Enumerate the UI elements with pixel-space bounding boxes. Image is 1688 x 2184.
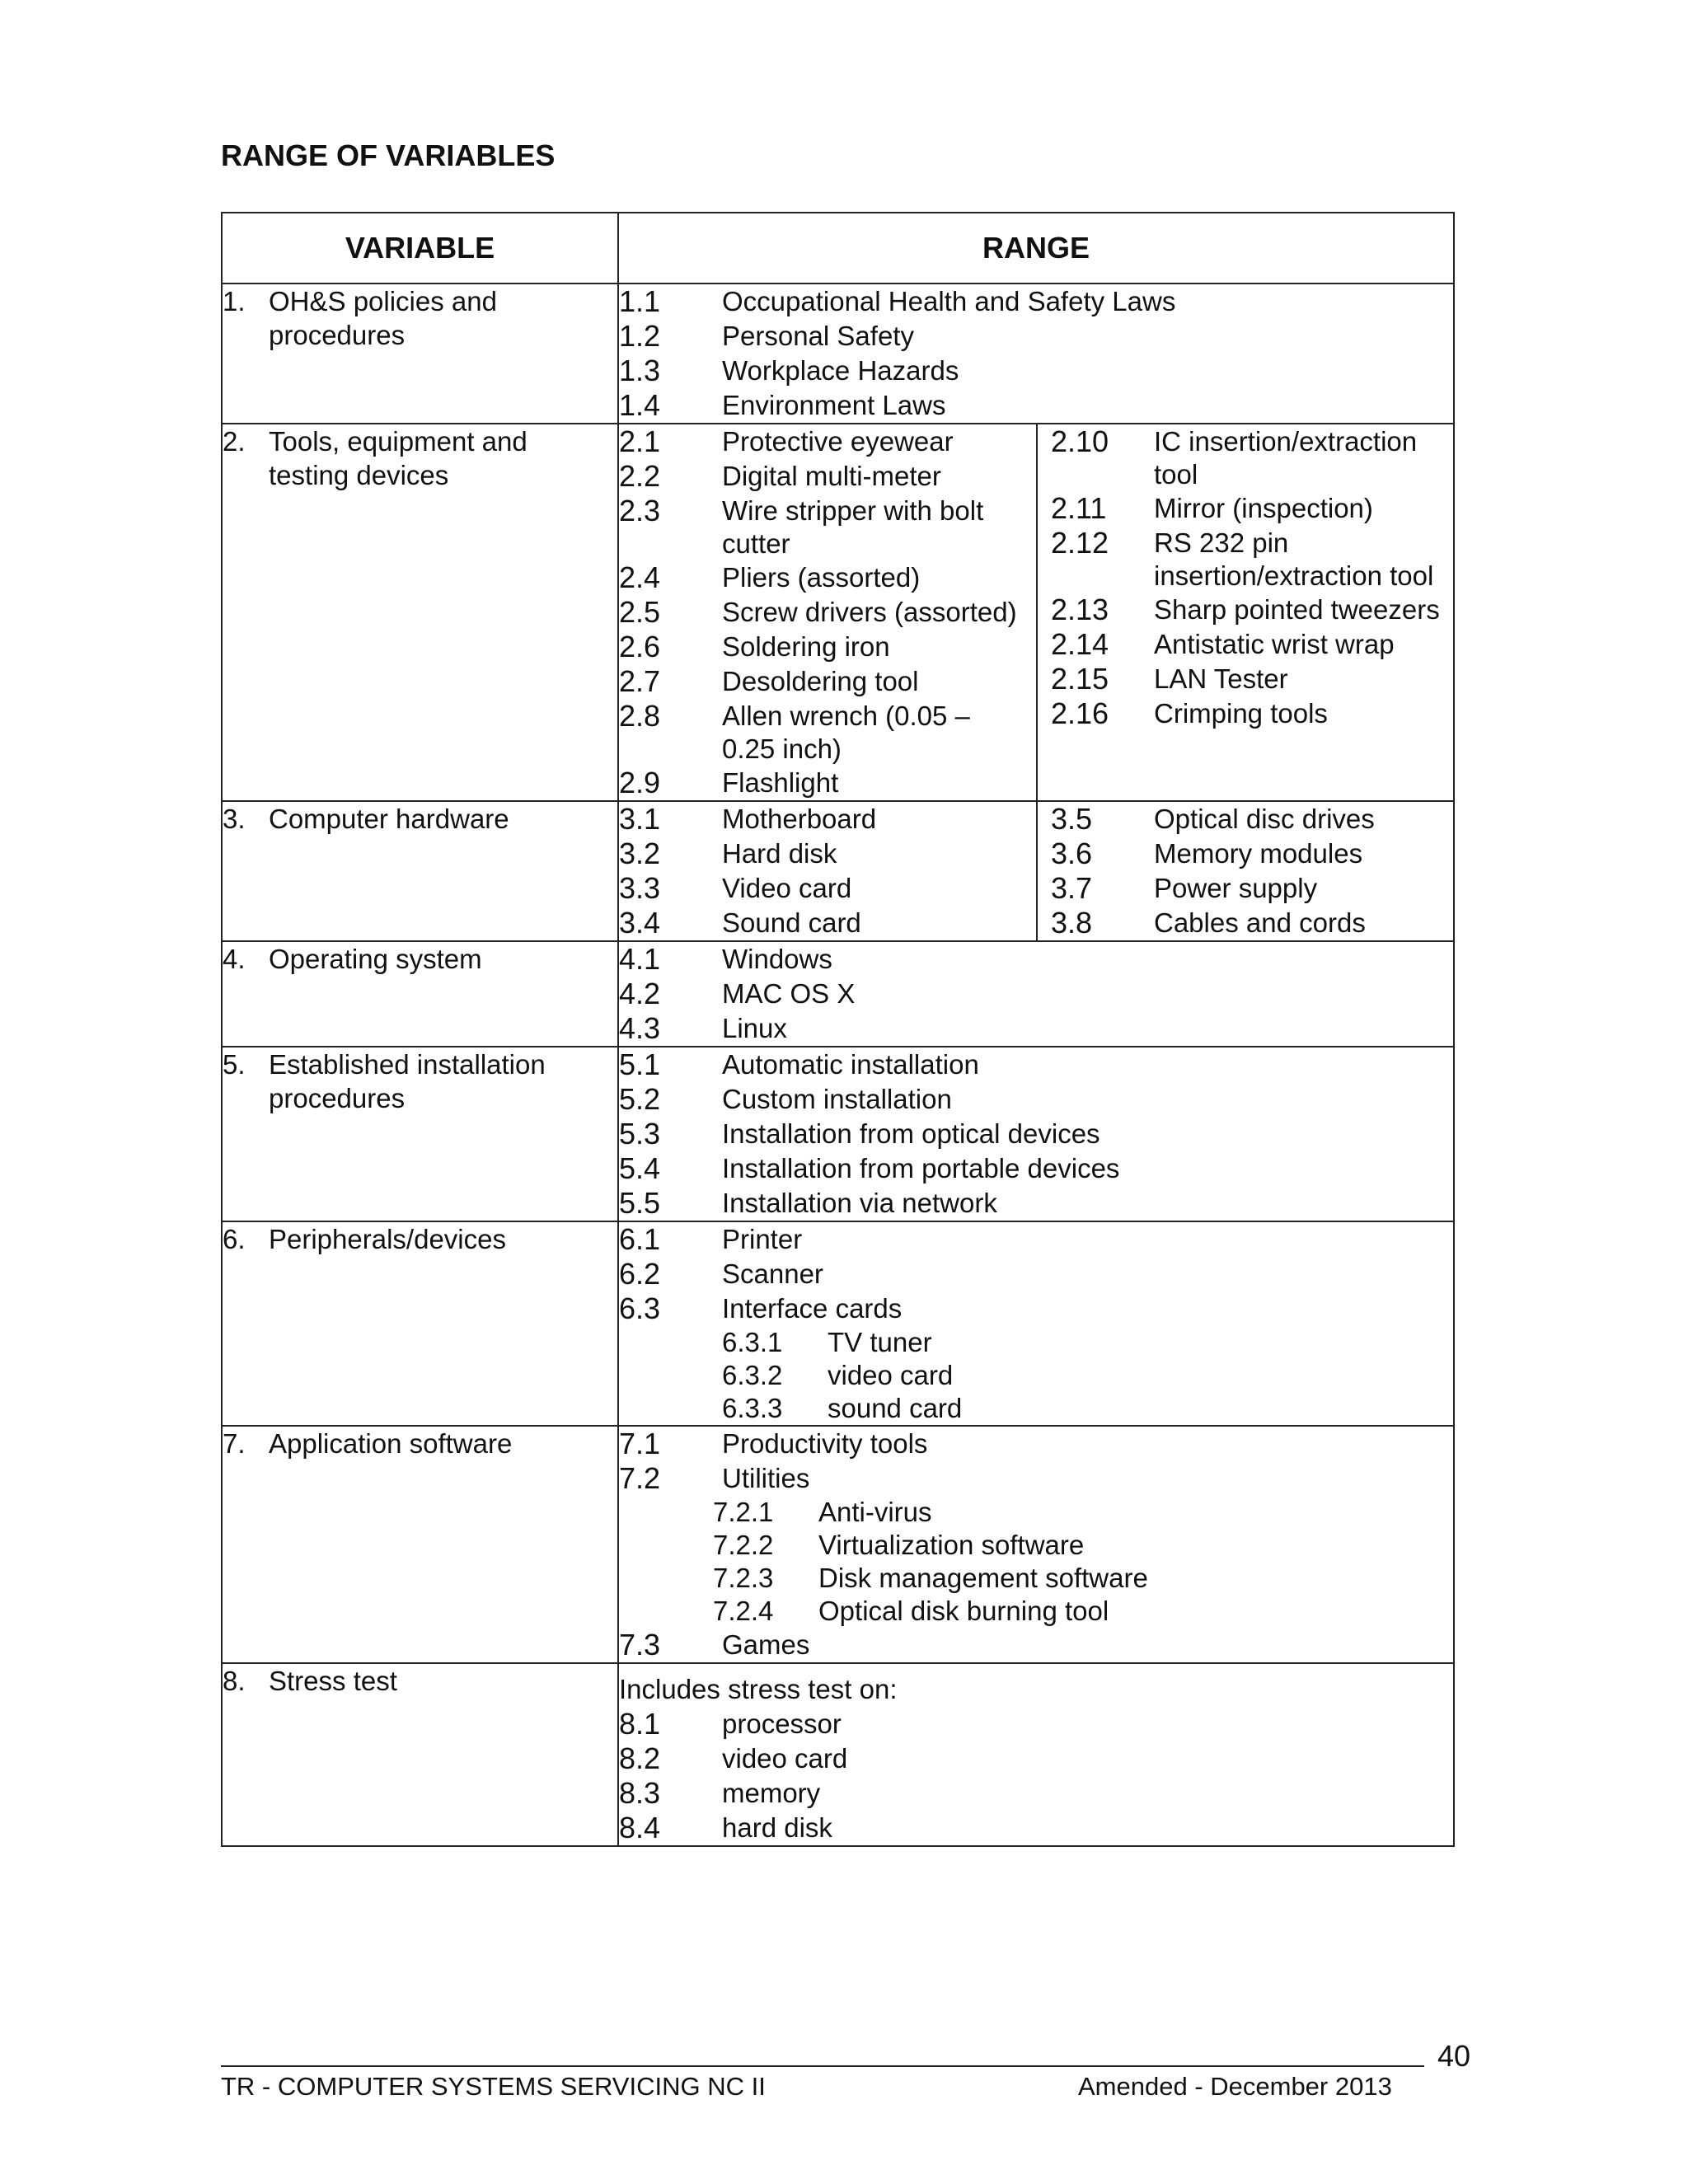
range-item [1051,491,1453,526]
item-number: 5.5 [619,1186,661,1220]
variable-cell [222,801,618,941]
item-text: video card [828,1360,954,1390]
item-number: 2.13 [1051,593,1109,626]
variable-cell [222,1047,618,1221]
range-item [619,766,1036,800]
item-text: Screw drivers (assorted) [722,597,1017,627]
item-number: 2.12 [1051,526,1109,560]
item-number: 2.2 [619,459,661,493]
item-number: 2.14 [1051,627,1109,661]
range-item [619,388,1453,423]
item-number: 2.1 [619,424,661,458]
variable-name: Computer hardware [269,804,509,834]
range-item [619,630,1036,664]
range-cell [618,801,1454,941]
item-text: hard disk [722,1812,832,1843]
item-number: 3.5 [1051,802,1093,836]
item-number: 1.2 [619,319,661,353]
variable-name: Stress test [269,1666,397,1696]
range-item [619,977,1453,1011]
item-number: 3.4 [619,906,661,940]
item-number: 2.15 [1051,662,1109,696]
item-text: Disk management software [818,1563,1148,1593]
range-item [619,802,1036,837]
range-two-columns [619,802,1453,940]
range-subitem [713,1595,1453,1628]
variable-cell [222,1663,618,1846]
range-item [1051,696,1453,731]
range-cell [618,1426,1454,1663]
item-text: Soldering iron [722,631,890,662]
item-number: 6.3 [619,1291,661,1325]
range-item [619,1427,1453,1461]
item-number: 7.1 [619,1427,661,1460]
range-item [619,1291,1453,1326]
range-subitem [722,1359,1453,1392]
range-item [619,595,1036,630]
item-text: Power supply [1154,873,1318,903]
item-number: 3.6 [1051,837,1093,870]
variable-number: 2. [223,426,246,457]
item-number: 8.2 [619,1741,661,1775]
item-text: Flashlight [722,767,839,798]
item-text: Antistatic wrist wrap [1154,629,1395,659]
item-number: 3.2 [619,837,661,870]
range-subitem [713,1562,1453,1595]
variable-number: 1. [223,286,246,316]
item-text: MAC OS X [722,978,856,1009]
range-two-columns [619,424,1453,800]
range-item [619,1117,1453,1151]
item-text: Occupational Health and Safety Laws [722,286,1176,316]
item-text: Memory modules [1154,838,1363,869]
table-row [222,1221,1454,1426]
item-text: Scanner [722,1258,823,1289]
item-text: Installation from optical devices [722,1118,1100,1149]
variable-cell [222,284,618,424]
range-item [1051,662,1453,696]
item-text: Automatic installation [722,1049,979,1080]
variable-number: 5. [223,1049,246,1080]
item-number: 4.3 [619,1011,661,1045]
table-header-row [222,213,1454,284]
item-number: 7.2 [619,1461,661,1495]
range-item [619,1811,1453,1845]
range-column-left [619,802,1038,940]
variable-name: Operating system [269,944,482,974]
variable-entry [223,1222,617,1256]
range-item [619,354,1453,388]
variable-entry [223,1047,617,1115]
item-text: Printer [722,1224,803,1254]
range-item [619,1257,1453,1291]
item-number: 1.4 [619,388,661,422]
item-number: 2.7 [619,664,661,698]
range-item [619,1707,1453,1741]
range-subitem-list [619,1496,1453,1628]
item-number: 2.10 [1051,424,1109,458]
table-body [222,284,1454,1846]
range-cell [618,424,1454,801]
item-text: LAN Tester [1154,663,1288,694]
footer-rule [221,2065,1424,2067]
item-number: 1.3 [619,354,661,387]
range-item [619,1082,1453,1117]
item-number: 2.16 [1051,696,1109,730]
item-text: Environment Laws [722,390,946,420]
variable-entry [223,424,617,492]
item-text: Custom installation [722,1084,952,1114]
item-number: 5.2 [619,1082,661,1116]
variable-entry [223,1427,617,1460]
item-text: Sound card [722,907,861,938]
range-item [619,1776,1453,1811]
range-item [619,1461,1453,1496]
item-text: IC insertion/extraction tool [1154,426,1418,490]
item-number: 5.4 [619,1151,661,1185]
item-number: 2.4 [619,560,661,594]
range-item [1051,871,1453,906]
table-row [222,284,1454,424]
item-text: Installation from portable devices [722,1153,1120,1183]
item-number: 8.1 [619,1707,661,1741]
item-text: Wire stripper with bolt cutter [722,495,984,559]
page-number: 40 [1437,2039,1471,2073]
table-row [222,941,1454,1047]
item-number: 6.2 [619,1257,661,1291]
range-item [1051,526,1453,593]
item-text: Games [722,1629,810,1660]
variable-name: Peripherals/devices [269,1224,506,1254]
range-item [619,1628,1453,1662]
column-header-variable: VARIABLE [222,213,618,284]
item-text: Windows [722,944,832,974]
variable-name: OH&S policies and procedures [269,286,497,350]
item-number: 7.3 [619,1628,661,1661]
variable-cell [222,1221,618,1426]
item-text: Anti-virus [818,1497,932,1527]
range-subitem-list [619,1326,1453,1425]
item-number: 4.2 [619,977,661,1010]
item-number: 2.3 [619,494,661,527]
variable-cell [222,1426,618,1663]
item-number: 6.3.2 [722,1360,783,1390]
range-item [619,424,1036,459]
range-column-left [619,424,1038,800]
item-text: Interface cards [722,1293,903,1324]
item-text: Optical disc drives [1154,804,1375,834]
variable-cell [222,424,618,801]
range-cell [618,1047,1454,1221]
table-row [222,1047,1454,1221]
item-text: Linux [722,1013,787,1043]
range-subitem [722,1326,1453,1359]
item-number: 3.3 [619,871,661,905]
range-intro: Includes stress test on: [619,1674,898,1704]
item-number: 5.3 [619,1117,661,1151]
range-item [619,837,1036,871]
variable-number: 7. [223,1428,246,1459]
range-item [1051,627,1453,662]
range-item [1051,593,1453,627]
variable-entry [223,942,617,976]
variable-cell [222,941,618,1047]
page-heading: RANGE OF VARIABLES [221,138,556,172]
range-item [619,459,1036,494]
item-text: Workplace Hazards [722,355,959,386]
item-text: sound card [828,1393,963,1423]
range-subitem [722,1392,1453,1425]
item-text: Productivity tools [722,1428,928,1459]
range-item [619,494,1036,560]
item-number: 3.8 [1051,906,1093,940]
variable-number: 6. [223,1224,246,1254]
item-text: Pliers (assorted) [722,562,921,593]
range-item [619,319,1453,354]
item-number: 3.7 [1051,871,1093,905]
item-text: Personal Safety [722,321,914,351]
range-item [619,664,1036,699]
range-item [619,284,1453,319]
range-subitem [713,1496,1453,1529]
item-number: 2.6 [619,630,661,663]
table-row [222,801,1454,941]
item-text: Crimping tools [1154,698,1328,729]
item-text: Protective eyewear [722,426,954,457]
variable-entry [223,284,617,352]
range-cell [618,1663,1454,1846]
item-number: 2.8 [619,699,661,733]
item-number: 2.9 [619,766,661,799]
range-item [619,871,1036,906]
range-item [619,1151,1453,1186]
variable-number: 3. [223,804,246,834]
item-text: Digital multi-meter [722,461,941,491]
variable-entry [223,1664,617,1698]
item-text: memory [722,1778,821,1808]
item-text: Sharp pointed tweezers [1154,594,1440,625]
range-item [619,942,1453,977]
variable-number: 8. [223,1666,246,1696]
range-of-variables-table [221,212,1455,1847]
item-number: 1.1 [619,284,661,318]
table-row [222,1426,1454,1663]
item-text: Motherboard [722,804,877,834]
item-text: Video card [722,873,852,903]
range-item [1051,802,1453,837]
item-text: Hard disk [722,838,837,869]
table-row [222,424,1454,801]
footer-document-title: TR - COMPUTER SYSTEMS SERVICING NC II [221,2072,766,2101]
item-text: Cables and cords [1154,907,1366,938]
range-item [1051,424,1453,491]
item-number: 7.2.2 [713,1530,774,1560]
range-subitem [713,1529,1453,1562]
item-number: 7.2.1 [713,1497,774,1527]
range-cell [618,941,1454,1047]
item-number: 6.1 [619,1222,661,1256]
range-item [619,1047,1453,1082]
variable-name: Tools, equipment and testing devices [269,426,528,490]
item-text: video card [722,1743,848,1774]
variable-number: 4. [223,944,246,974]
item-number: 5.1 [619,1047,661,1081]
item-number: 8.4 [619,1811,661,1844]
item-text: Virtualization software [818,1530,1085,1560]
range-item [619,906,1036,940]
range-cell [618,1221,1454,1426]
variable-entry [223,802,617,836]
range-cell [618,284,1454,424]
item-number: 7.2.3 [713,1563,774,1593]
item-number: 8.3 [619,1776,661,1810]
column-header-range: RANGE [618,213,1454,284]
item-text: Allen wrench (0.05 – 0.25 inch) [722,701,970,764]
item-number: 7.2.4 [713,1596,774,1626]
item-text: Installation via network [722,1188,997,1218]
item-text: Desoldering tool [722,666,919,696]
variable-name: Established installation procedures [269,1049,546,1113]
item-number: 3.1 [619,802,661,836]
item-number: 4.1 [619,942,661,976]
item-text: processor [722,1708,842,1739]
range-item [1051,837,1453,871]
range-item [619,1186,1453,1221]
item-text: Optical disk burning tool [818,1596,1109,1626]
item-number: 6.3.3 [722,1393,783,1423]
range-item [619,1222,1453,1257]
item-text: TV tuner [828,1327,932,1357]
range-item [619,1741,1453,1776]
range-column-right [1038,802,1453,940]
item-number: 6.3.1 [722,1327,783,1357]
range-item [1051,906,1453,940]
item-text: Utilities [722,1463,810,1493]
item-text: RS 232 pin insertion/extraction tool [1154,527,1434,591]
range-item [619,1011,1453,1046]
variable-name: Application software [269,1428,513,1459]
range-item [619,699,1036,766]
item-number: 2.5 [619,595,661,629]
table-row [222,1663,1454,1846]
footer-amendment-date: Amended - December 2013 [1078,2072,1392,2101]
range-item [619,560,1036,595]
item-number: 2.11 [1051,491,1107,525]
item-text: Mirror (inspection) [1154,493,1373,523]
range-column-right [1038,424,1453,800]
